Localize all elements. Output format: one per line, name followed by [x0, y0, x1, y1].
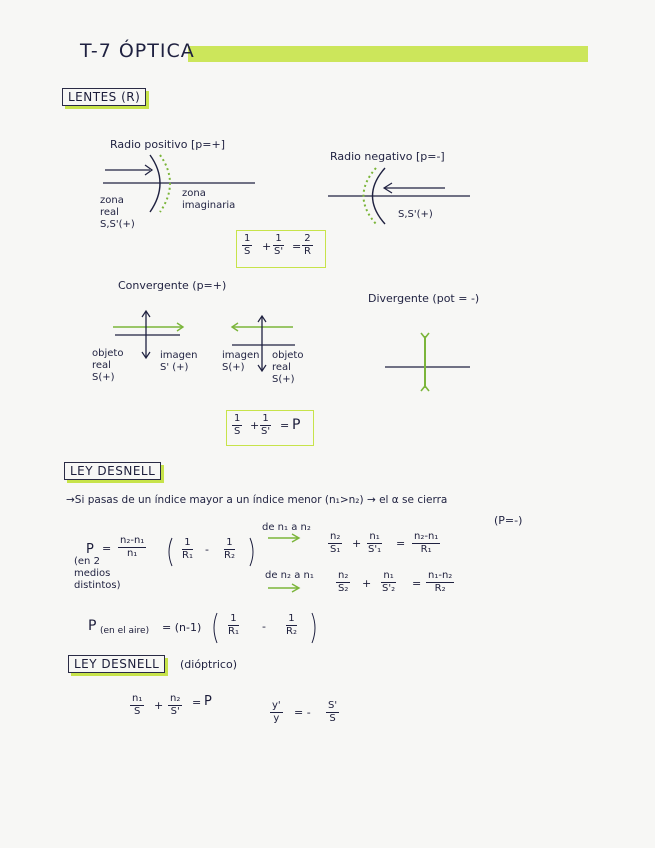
formula1-frac-c: $\frac{2}{R}$: [304, 233, 311, 257]
dioptrico-f1-eq: =: [192, 696, 202, 709]
snell-arrow1-label: de n₁ a n₂: [262, 522, 311, 533]
snell-minus: -: [205, 543, 209, 556]
snell-eq: =: [102, 542, 112, 555]
snell-frac-r1: $\frac{1}{\text{R₁}}$: [182, 537, 193, 561]
divergente-diagram: [385, 333, 470, 391]
formula1-frac-b: $\frac{1}{S'}$: [274, 233, 284, 257]
dioptrico-f2-a: $\frac{y'}{y}$: [272, 700, 281, 724]
snell-row2-c: $\frac{\text{n₁-n₂}}{\text{R₂}}$: [428, 570, 453, 594]
objeto-real-label-2: objeto real S(+): [272, 350, 304, 385]
formula2-rhs: P: [292, 417, 301, 433]
formula1-plus: +: [262, 240, 272, 253]
snell-p-aire-rhs: = (n-1): [162, 621, 202, 634]
zona-imaginaria-label: zona imaginaria: [182, 188, 236, 211]
ss-positive-label: S,S'(+): [398, 209, 433, 220]
snell-note-medios: (en 2 medios distintos): [74, 556, 121, 591]
dioptrico-f1-b: $\frac{\text{n₂}}{S'}$: [170, 693, 181, 717]
snell-frac-r2: $\frac{1}{\text{R₂}}$: [224, 537, 235, 561]
snell-dioptrico-sub: (dióptrico): [180, 658, 238, 671]
formula2-frac-b: $\frac{1}{S'}$: [261, 413, 271, 437]
radio-negativo-label: Radio negativo [p=-]: [330, 150, 445, 163]
snell-row2-a: $\frac{\text{n₂}}{\text{S₂}}$: [338, 570, 349, 594]
imagen-label-1: imagen S' (+): [160, 350, 198, 373]
dioptrico-f1-rhs: P: [204, 694, 212, 709]
snell-row1-b: $\frac{\text{n₁}}{\text{S'₁}}$: [368, 531, 382, 555]
dioptrico-f2-eq: = -: [294, 706, 311, 719]
formula2-plus: +: [250, 419, 260, 432]
snell-p-aire: P: [88, 618, 97, 634]
imagen-label-2: imagen S(+): [222, 350, 260, 373]
dioptrico-f2-b: $\frac{S'}{S}$: [328, 700, 338, 724]
title-highlight: [188, 46, 588, 62]
snell-row2-eq: =: [412, 577, 422, 590]
divergente-label: Divergente (pot = -): [368, 292, 480, 305]
snell-row2-plus: +: [362, 577, 372, 590]
snell-p: P: [86, 542, 94, 557]
formula1-frac-a: $\frac{1}{S}$: [244, 233, 251, 257]
snell-row2-b: $\frac{\text{n₁}}{\text{S'₂}}$: [382, 570, 396, 594]
page-title: T-7 ÓPTICA: [80, 40, 195, 62]
snell-p-aire-sub: (en el aire): [100, 626, 150, 636]
dioptrico-f1-a: $\frac{\text{n₁}}{S}$: [132, 693, 143, 717]
snell-aire-minus: -: [262, 620, 266, 633]
snell-row1-plus: +: [352, 537, 362, 550]
objeto-real-label-1: objeto real S(+): [92, 348, 124, 383]
snell-row1-c: $\frac{\text{n₂-n₁}}{\text{R₁}}$: [414, 531, 439, 555]
snell-row1-eq: =: [396, 537, 406, 550]
radio-positivo-label: Radio positivo [p=+]: [110, 138, 226, 151]
formula2-frac-a: $\frac{1}{S}$: [234, 413, 241, 437]
zona-real-label: zona real S,S'(+): [100, 195, 135, 230]
snell-aire-r1: $\frac{1}{\text{R₁}}$: [228, 613, 239, 637]
snell-arrow2-label: de n₂ a n₁: [265, 570, 314, 581]
snell-row1-a: $\frac{\text{n₂}}{\text{S₁}}$: [330, 531, 341, 555]
dioptrico-f1-plus: +: [154, 699, 164, 712]
formula1-eq: =: [292, 240, 302, 253]
snell-dioptrico-heading: LEY DESNELL: [68, 655, 165, 673]
formula2-eq: =: [280, 419, 290, 432]
snell-p-negative: (P=-): [494, 514, 523, 527]
convergente-label: Convergente (p=+): [118, 279, 227, 292]
snell-rule: →Si pasas de un índice mayor a un índice menor (n₁>n₂) → el α se cierra: [66, 494, 448, 506]
lentes-heading: LENTES (R): [62, 88, 146, 106]
snell-frac-n: $\frac{\text{n₂-n₁}}{\text{n₁}}$: [120, 535, 145, 559]
snell-aire-r2: $\frac{1}{\text{R₂}}$: [286, 613, 297, 637]
snell-heading: LEY DESNELL: [64, 462, 161, 480]
